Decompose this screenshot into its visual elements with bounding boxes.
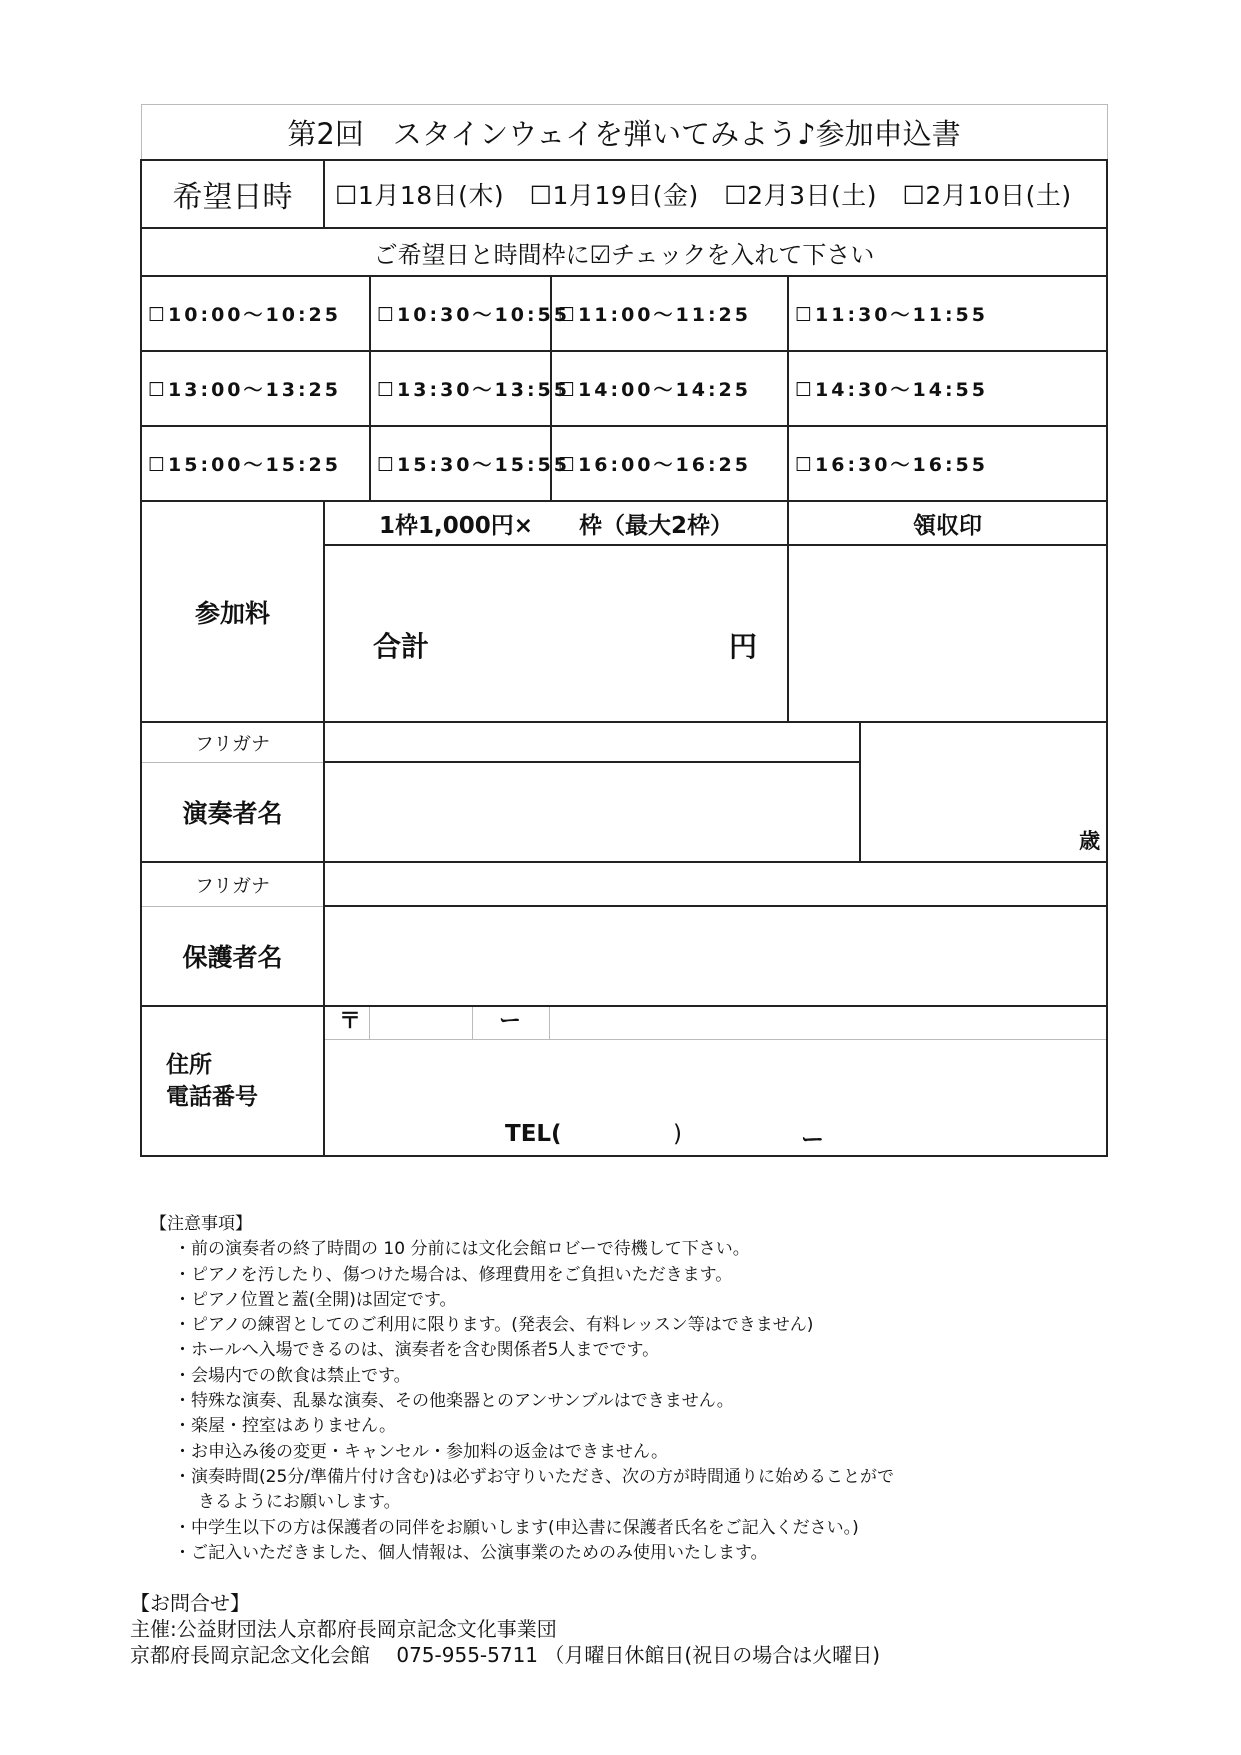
slot-1500[interactable]: ☐15:00～15:25 [141, 426, 370, 501]
total-field[interactable] [324, 545, 788, 722]
note-item: ・ピアノ位置と蓋(全開)は固定です。 [174, 1289, 457, 1310]
venue-contact: 京都府長岡京記念文化会館 075-955-5711 （月曜日休館日(祝日の場合は火曜日) [130, 1643, 880, 1667]
slot-1400[interactable]: ☐14:00～14:25 [551, 351, 788, 426]
note-item: ・演奏時間(25分/準備片付け含む)は必ずお守りいただき、次の方が時間通りに始めることがで [174, 1466, 894, 1487]
address-label [141, 1006, 324, 1156]
slot-1530[interactable]: ☐15:30～15:55 [370, 426, 551, 501]
total-label: 合計 [373, 629, 430, 663]
organizer: 主催:公益財団法人京都府長岡京記念文化事業団 [130, 1617, 557, 1641]
slot-1130[interactable]: ☐11:30～11:55 [788, 276, 1107, 351]
slot-1630[interactable]: ☐16:30～16:55 [788, 426, 1107, 501]
note-item: ・前の演奏者の終了時間の 10 分前には文化会館ロビーで待機して下さい。 [174, 1239, 750, 1260]
date-options[interactable]: ☐1月18日(木) ☐1月19日(金) ☐2月3日(土) ☐2月10日(土) [324, 160, 1107, 228]
receipt-stamp-area [788, 545, 1107, 722]
notes-heading: 【注意事項】 [150, 1214, 252, 1234]
postal-code-1-input[interactable] [369, 1007, 473, 1039]
note-item: ・会場内での飲食は禁止です。 [174, 1365, 411, 1386]
slot-1430[interactable]: ☐14:30～14:55 [788, 351, 1107, 426]
guardian-furigana-input[interactable] [324, 862, 1107, 906]
note-item: ・ご記入いただきました、個人情報は、公演事業のためのみ使用いたします。 [174, 1542, 768, 1563]
address-label-text: 住所 [166, 1052, 212, 1078]
performer-furigana-input[interactable] [324, 722, 860, 762]
note-item: ・楽屋・控室はありません。 [174, 1416, 397, 1437]
slot-1000[interactable]: ☐10:00～10:25 [141, 276, 370, 351]
note-item-continued: きるようにお願いします。 [198, 1492, 401, 1513]
notes-section [150, 1212, 894, 1566]
inquiry-section [130, 1590, 880, 1668]
application-form [140, 104, 1106, 1157]
instruction: ご希望日と時間枠に☑チェックを入れて下さい [141, 228, 1107, 276]
note-item: ・お申込み後の変更・キャンセル・参加料の返金はできません。 [174, 1441, 669, 1462]
slot-1300[interactable]: ☐13:00～13:25 [141, 351, 370, 426]
note-item: ・ピアノを汚したり、傷つけた場合は、修理費用をご負担いただきます。 [174, 1264, 733, 1285]
note-item: ・ホールへ入場できるのは、演奏者を含む関係者5人までです。 [174, 1340, 660, 1361]
receipt-label: 領収印 [788, 501, 1107, 545]
furigana-label: フリガナ [141, 722, 324, 762]
slot-1330[interactable]: ☐13:30～13:55 [370, 351, 551, 426]
tel-prefix: TEL( [505, 1121, 562, 1147]
yen-label: 円 [728, 629, 757, 663]
note-item: ・特殊な演奏、乱暴な演奏、その他楽器とのアンサンブルはできません。 [174, 1391, 734, 1412]
note-item: ・中学生以下の方は保護者の同伴をお願いします(申込書に保護者氏名をご記入ください。) [174, 1517, 859, 1538]
age-label: 歳 [1079, 829, 1101, 853]
inquiry-heading: 【お問合せ】 [130, 1591, 250, 1615]
note-item: ・ピアノの練習としてのご利用に限ります。(発表会、有料レッスン等はできません) [174, 1315, 814, 1336]
form-table [140, 104, 1108, 1157]
form-title: 第2回 スタインウェイを弾いてみよう♪参加申込書 [141, 105, 1107, 161]
guardian-label: 保護者名 [141, 906, 324, 1006]
slot-1600[interactable]: ☐16:00～16:25 [551, 426, 788, 501]
slot-1100[interactable]: ☐11:00～11:25 [551, 276, 788, 351]
performer-name-input[interactable] [324, 762, 860, 862]
performer-label: 演奏者名 [141, 762, 324, 862]
slot-1030[interactable]: ☐10:30～10:55 [370, 276, 551, 351]
age-field[interactable] [860, 722, 1107, 862]
address-field[interactable] [324, 1006, 1107, 1156]
phone-label-text: 電話番号 [166, 1084, 258, 1110]
guardian-name-input[interactable] [324, 906, 1107, 1006]
tel-dash: ー [801, 1127, 824, 1153]
furigana-label-2: フリガナ [141, 862, 324, 906]
fee-formula: 1枠1,000円× 枠（最大2枠） [324, 501, 788, 545]
postal-mark: 〒 [339, 1009, 362, 1034]
date-label: 希望日時 [141, 160, 324, 228]
postal-dash: ー [471, 1007, 550, 1039]
fee-label: 参加料 [141, 501, 324, 722]
tel-close: ) [673, 1121, 682, 1147]
